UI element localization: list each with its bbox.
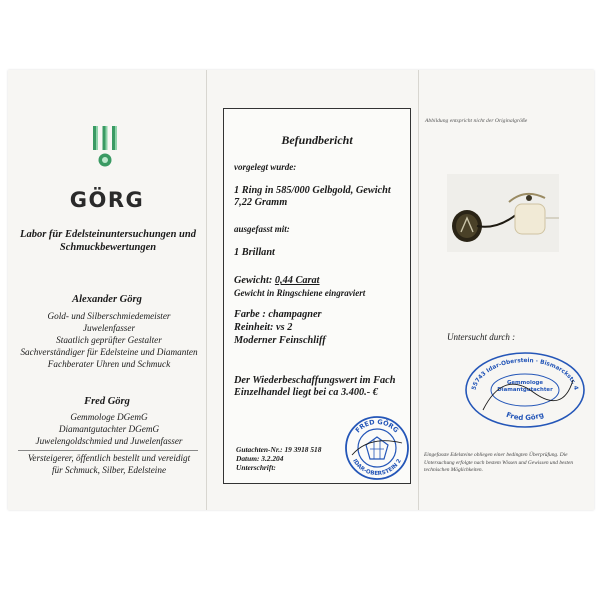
set-with-label: ausgefasst mit: [234,224,290,234]
brochure-sheet [8,70,594,510]
item-description: 1 Ring in 585/000 Gelbgold, Gewicht 7,22 Gramm [234,185,391,208]
person-name-alexander: Alexander Görg [72,294,142,305]
report-date: Datum: 3.2.204 [236,454,284,463]
divider [18,450,198,451]
credential-line: Staatlich geprüfter Gestalter [56,335,162,345]
credential-line: Juwelenfasser [82,323,136,333]
weight-note: Gewicht in Ringschiene eingraviert [234,288,366,298]
cut-grade: Moderner Feinschliff [234,335,326,346]
svg-text:Fred Görg [505,411,545,422]
image-caption: Abbildung entspricht nicht der Originalgröße [425,118,528,124]
credential-line: Sachverständiger für Edelsteine und Diamanten [20,347,198,357]
credential-line: Gold- und Silberschmiedemeister [47,311,171,321]
signature-stroke [352,441,402,455]
weight-value: 0,44 Carat [274,275,320,286]
color-grade: Farbe : champagner [234,309,322,320]
brand-tagline: Labor für Edelsteinuntersuchungen und Schmuckbewertungen [20,229,196,253]
stamp-bottom-text: Fred Görg [505,410,545,423]
svg-text:FRED GÖRG [354,418,400,434]
value-statement: Der Wiederbeschaffungswert im Fach Einzelhandel liegt bei ca 3.400.- € [234,375,396,398]
credential-line: Fachberater Uhren und Schmuck [47,359,171,369]
person-credentials-fred [12,411,206,447]
official-stamp-right [463,350,587,430]
clarity-grade: Reinheit: vs 2 [234,322,293,333]
weight-row [234,275,406,287]
examined-by-label: Untersucht durch : [447,332,516,342]
stamp-top-text: FRED GÖRG [353,417,401,435]
ring-photo [447,174,559,252]
submitted-label: vorgelegt wurde: [234,162,297,172]
person-name-fred: Fred Görg [84,396,130,407]
brand-name: GÖRG [69,188,145,212]
credential-line: Diamantgutachter DGemG [58,424,160,434]
disclaimer-text: Eingefasste Edelsteine obliegen einer bedingten Überprüfung. Die Untersuchung erfolgte nach bestem Wissen und Gewissen und besten technischen Möglichkeiten. [424,452,574,473]
stamp-bottom-text: IDAR-OBERSTEIN 2 [351,458,403,478]
credential-line: Juwelengoldschmied und Juwelenfasser [35,436,183,446]
auctioneer-footer [12,452,206,476]
weight-label: Gewicht: [234,275,273,286]
footer-line: für Schmuck, Silber, Edelsteine [51,465,167,475]
stamp-top-text: 55743 Idar-Oberstein · Bismarckstr. 4 [471,357,579,391]
person-credentials-alexander [12,310,206,370]
credential-line: Gemmologe DGemG [70,412,148,422]
report-box [223,108,411,484]
stamp-center-text: Gemmologe Diamantgutachter [497,380,553,393]
fold-line-left [206,70,207,510]
goerg-logo-icon [92,126,118,168]
signature-label: Unterschrift: [236,463,276,472]
right-panel [419,70,594,510]
footer-line: Versteigerer, öffentlich bestellt und vereidigt [27,453,191,463]
ring-tag-icon [515,204,545,234]
official-stamp-middle [344,415,410,481]
left-panel [8,70,206,510]
cert-number: Gutachten-Nr.: 19 3918 518 [236,445,322,454]
report-title: Befundbericht [281,133,353,147]
stone-description: 1 Brillant [234,247,275,258]
